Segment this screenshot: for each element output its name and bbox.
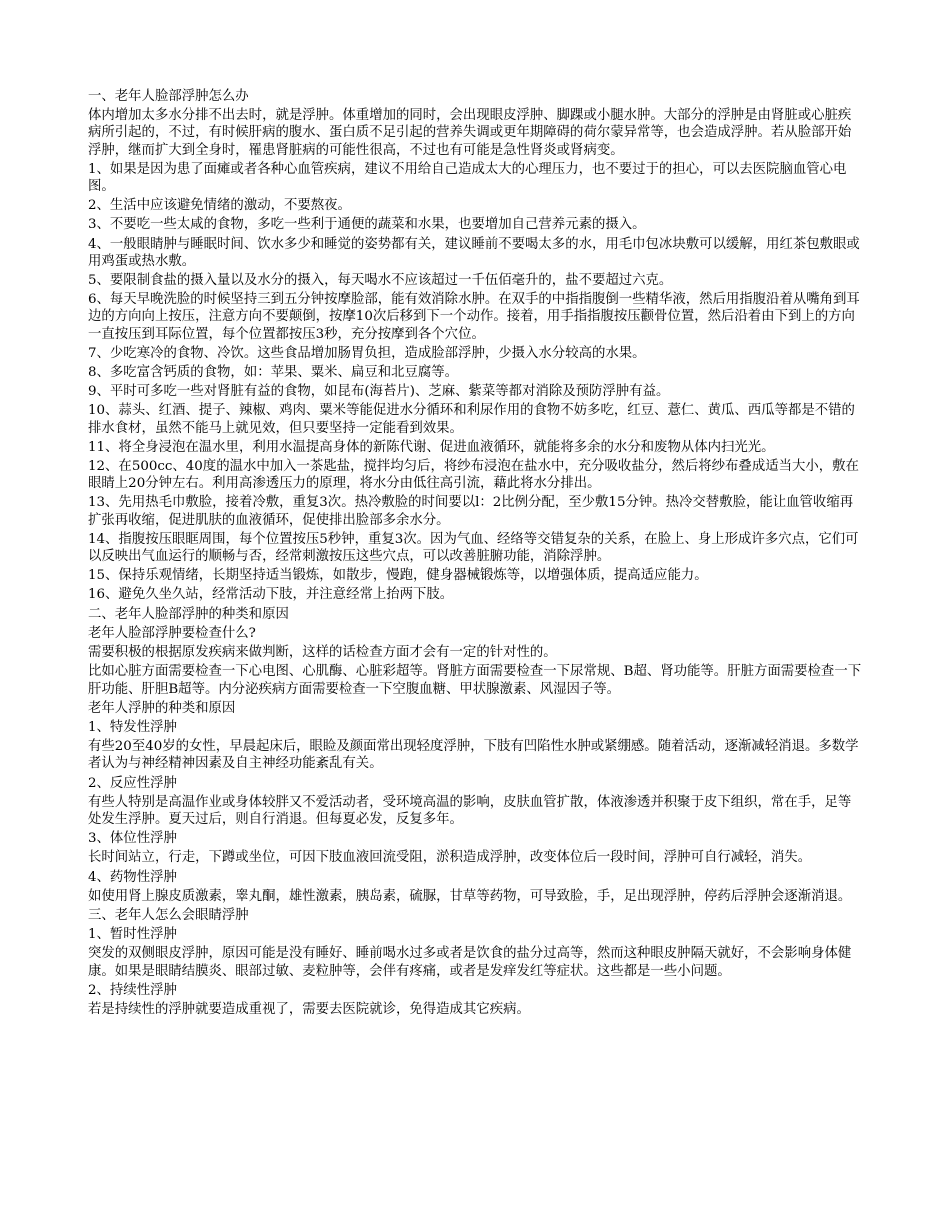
paragraph: 2、反应性浮肿 [88,775,177,791]
paragraph: 有些人特别是高温作业或身体较胖又不爱活动者，受环境高温的影响，皮肤血管扩散，体液渗透并积聚于皮下组织，常在手，足等处发生浮肿。夏天过后，则自行消退。但每夏必发，反复多年。 [88,794,852,827]
paragraph: 16、避免久坐久站，经常活动下肢，并注意经常上抬两下肢。 [88,587,454,603]
paragraph: 8、多吃富含钙质的食物，如：苹果、粟米、扁豆和北豆腐等。 [88,365,459,381]
paragraph: 1、特发性浮肿 [88,719,177,735]
paragraph: 三、老年人怎么会眼睛浮肿 [88,907,249,923]
document-body [88,88,864,1018]
paragraph: 1、暂时性浮肿 [88,927,177,943]
paragraph: 老年人浮肿的种类和原因 [88,700,236,716]
paragraph: 13、先用热毛巾敷脸，接着冷敷，重复3次。热冷敷脸的时间要以l：2比例分配，至少敷15分钟。热冷交替敷脸，能让血管收缩再扩张再收缩，促进肌肤的血液循环，促使排出脸部多余水分。 [88,495,854,528]
paragraph: 15、保持乐观情绪，长期坚持适当锻炼，如散步，慢跑，健身器械锻炼等，以增强体质，提高适应能力。 [88,568,708,584]
paragraph: 4、一般眼睛肿与睡眠时间、饮水多少和睡觉的姿势都有关，建议睡前不要喝太多的水，用毛巾包冰块敷可以缓解，用红茶包敷眼或用鸡蛋或热水敷。 [88,236,860,269]
paragraph: 14、指腹按压眼眶周围，每个位置按压5秒钟，重复3次。因为气血、经络等交错复杂的关系，在脸上、身上形成许多穴点，它们可以反映出气血运行的顺畅与否，经常刺激按压这些穴点，可以改善脏腑功能，消除浮肿。 [88,531,859,565]
paragraph: 6、每天早晚洗脸的时候坚持三到五分钟按摩脸部，能有效消除水肿。在双手的中指指腹倒一些精华液，然后用指腹沿着从嘴角到耳边的方向向上按压，注意方向不要颠倒，按摩10次后移到下一个动作。接着，用手指指腹按压颧骨位置，然后沿着由下到上的方向一直按压到耳际位置，每个位置都按压3秒，充分按摩到各个穴位。 [88,292,860,342]
paragraph: 4、药物性浮肿 [88,869,177,885]
paragraph: 长时间站立，行走，下蹲或坐位，可因下肢血液回流受阻，淤积造成浮肿，改变体位后一段时间，浮肿可自行减轻，消失。 [88,850,812,866]
paragraph: 9、平时可多吃一些对肾脏有益的食物，如昆布(海苔片)、芝麻、紫菜等都对消除及预防浮肿有益。 [88,384,670,400]
paragraph: 3、体位性浮肿 [88,831,177,847]
paragraph: 5、要限制食盐的摄入量以及水分的摄入，每天喝水不应该超过一千伍佰毫升的，盐不要超过六克。 [88,273,673,289]
paragraph: 1、如果是因为患了面瘫或者各种心血管疾病，建议不用给自己造成太大的心理压力，也不要过于的担心，可以去医院脑血管心电图。 [88,161,847,195]
paragraph: 突发的双侧眼皮浮肿，原因可能是没有睡好、睡前喝水过多或者是饮食的盐分过高等，然而这种眼皮肿隔天就好，不会影响身体健康。如果是眼睛结膜炎、眼部过敏、麦粒肿等，会伴有疼痛，或者是发痒发红等症状。这些都是一些小问题。 [88,946,852,979]
paragraph: 比如心脏方面需要检查一下心电图、心肌酶、心脏彩超等。肾脏方面需要检查一下尿常规、B超、肾功能等。肝脏方面需要检查一下肝功能、肝胆B超等。内分泌疾病方面需要检查一下空腹血糖、甲状腺激素、风湿因子等。 [88,664,862,697]
paragraph: 3、不要吃一些太咸的食物，多吃一些利于通便的蔬菜和水果，也要增加自己营养元素的摄入。 [88,217,646,233]
paragraph: 体内增加太多水分排不出去时，就是浮肿。体重增加的同时，会出现眼皮浮肿、脚踝或小腿水肿。大部分的浮肿是由肾脏或心脏疾病所引起的，不过，有时候肝病的腹水、蛋白质不足引起的营养失调或更年期障碍的荷尔蒙异常等，也会造成浮肿。若从脸部开始浮肿，继而扩大到全身时，罹患肾脏病的可能性很高，不过也有可能是急性肾炎或肾病变。 [88,108,852,158]
paragraph: 老年人脸部浮肿要检查什么? [88,625,256,641]
paragraph: 2、生活中应该避免情绪的激动，不要熬夜。 [88,198,351,214]
paragraph: 10、蒜头、红酒、提子、辣椒、鸡肉、粟米等能促进水分循环和利尿作用的食物不妨多吃，红豆、薏仁、黄瓜、西瓜等都是不错的排水食材，虽然不能马上就见效，但只要坚持一定能看到效果。 [88,403,855,436]
paragraph: 有些20至40岁的女性，早晨起床后，眼睑及颜面常出现轻度浮肿，下肢有凹陷性水肿或紧绷感。随着活动，逐渐减轻消退。多数学者认为与神经精神因素及自主神经功能紊乱有关。 [88,739,859,772]
paragraph: 需要积极的根据原发疾病来做判断，这样的话检查方面才会有一定的针对性的。 [88,645,557,661]
paragraph: 7、少吃寒冷的食物、冷饮。这些食品增加肠胃负担，造成脸部浮肿，少摄入水分较高的水果。 [88,345,646,361]
paragraph: 一、老年人脸部浮肿怎么办 [88,89,249,104]
paragraph: 11、将全身浸泡在温水里，利用水温提高身体的新陈代谢、促进血液循环，就能将多余的水分和废物从体内扫光光。 [88,439,775,455]
paragraph: 12、在500cc、40度的温水中加入一茶匙盐，搅拌均匀后，将纱布浸泡在盐水中，充分吸收盐分，然后将纱布叠成适当大小，敷在眼睛上20分钟左右。利用高渗透压力的原理，将水分由低往高引流，藉此将水分排出。 [88,459,859,492]
paragraph: 若是持续性的浮肿就要造成重视了，需要去医院就诊，免得造成其它疾病。 [88,1001,530,1017]
paragraph: 如使用肾上腺皮质激素，睾丸酮，雄性激素，胰岛素，硫脲，甘草等药物，可导致脸，手，足出现浮肿，停药后浮肿会逐渐消退。 [88,888,852,904]
paragraph: 二、老年人脸部浮肿的种类和原因 [88,606,289,622]
paragraph: 2、持续性浮肿 [88,982,177,998]
